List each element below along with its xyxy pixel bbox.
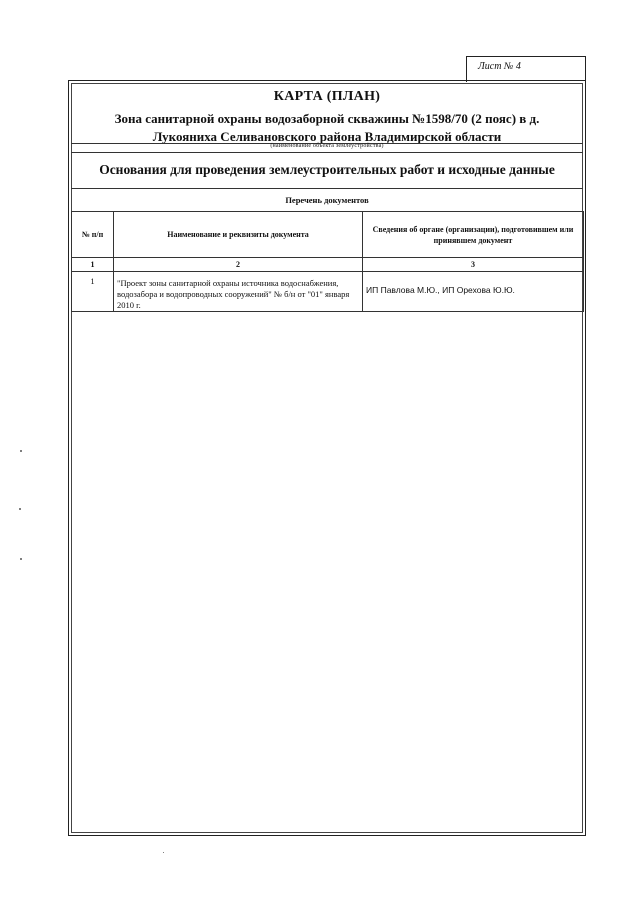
document-list-title: Перечень документов: [285, 195, 369, 205]
row-number: 1: [72, 272, 114, 312]
column-number-row: [72, 258, 584, 272]
header-document-name: Наименование и реквизиты документа: [114, 212, 363, 258]
section-title: Основания для проведения землеустроительных работ и исходные данные: [99, 162, 555, 177]
scan-speck: [19, 508, 21, 510]
sheet-number-label: Лист № 4: [478, 61, 521, 72]
column-number: 3: [363, 258, 584, 272]
object-name-line-2: Лукояниха Селивановского района Владимирской области: [152, 129, 502, 144]
object-name-line-1: Зона санитарной охраны водозаборной скважины №1598/70 (2 пояс) в д.: [114, 111, 540, 126]
header-organization: Сведения об органе (организации), подготовившем или принявшем документ: [363, 212, 584, 258]
header-number: № п/п: [72, 212, 114, 258]
row-document-name: "Проект зоны санитарной охраны источника водоснабжения, водозабора и водопроводных сооружений" № б/н от "01" января 2010 г.: [114, 272, 363, 312]
column-number: 2: [114, 258, 363, 272]
documents-table: [71, 211, 584, 312]
divider-line: [71, 152, 583, 153]
scan-speck: [20, 558, 22, 560]
scan-speck: [163, 852, 164, 853]
document-title: КАРТА (ПЛАН): [273, 89, 381, 104]
object-caption: (наименование объекта землеустройства): [270, 143, 384, 149]
object-name: [80, 110, 574, 146]
table-row: [72, 272, 584, 312]
table-header-row: [72, 212, 584, 258]
row-organization: ИП Павлова М.Ю., ИП Орехова Ю.Ю.: [363, 272, 584, 312]
column-number: 1: [72, 258, 114, 272]
divider-line: [71, 188, 583, 189]
scan-speck: [20, 450, 22, 452]
